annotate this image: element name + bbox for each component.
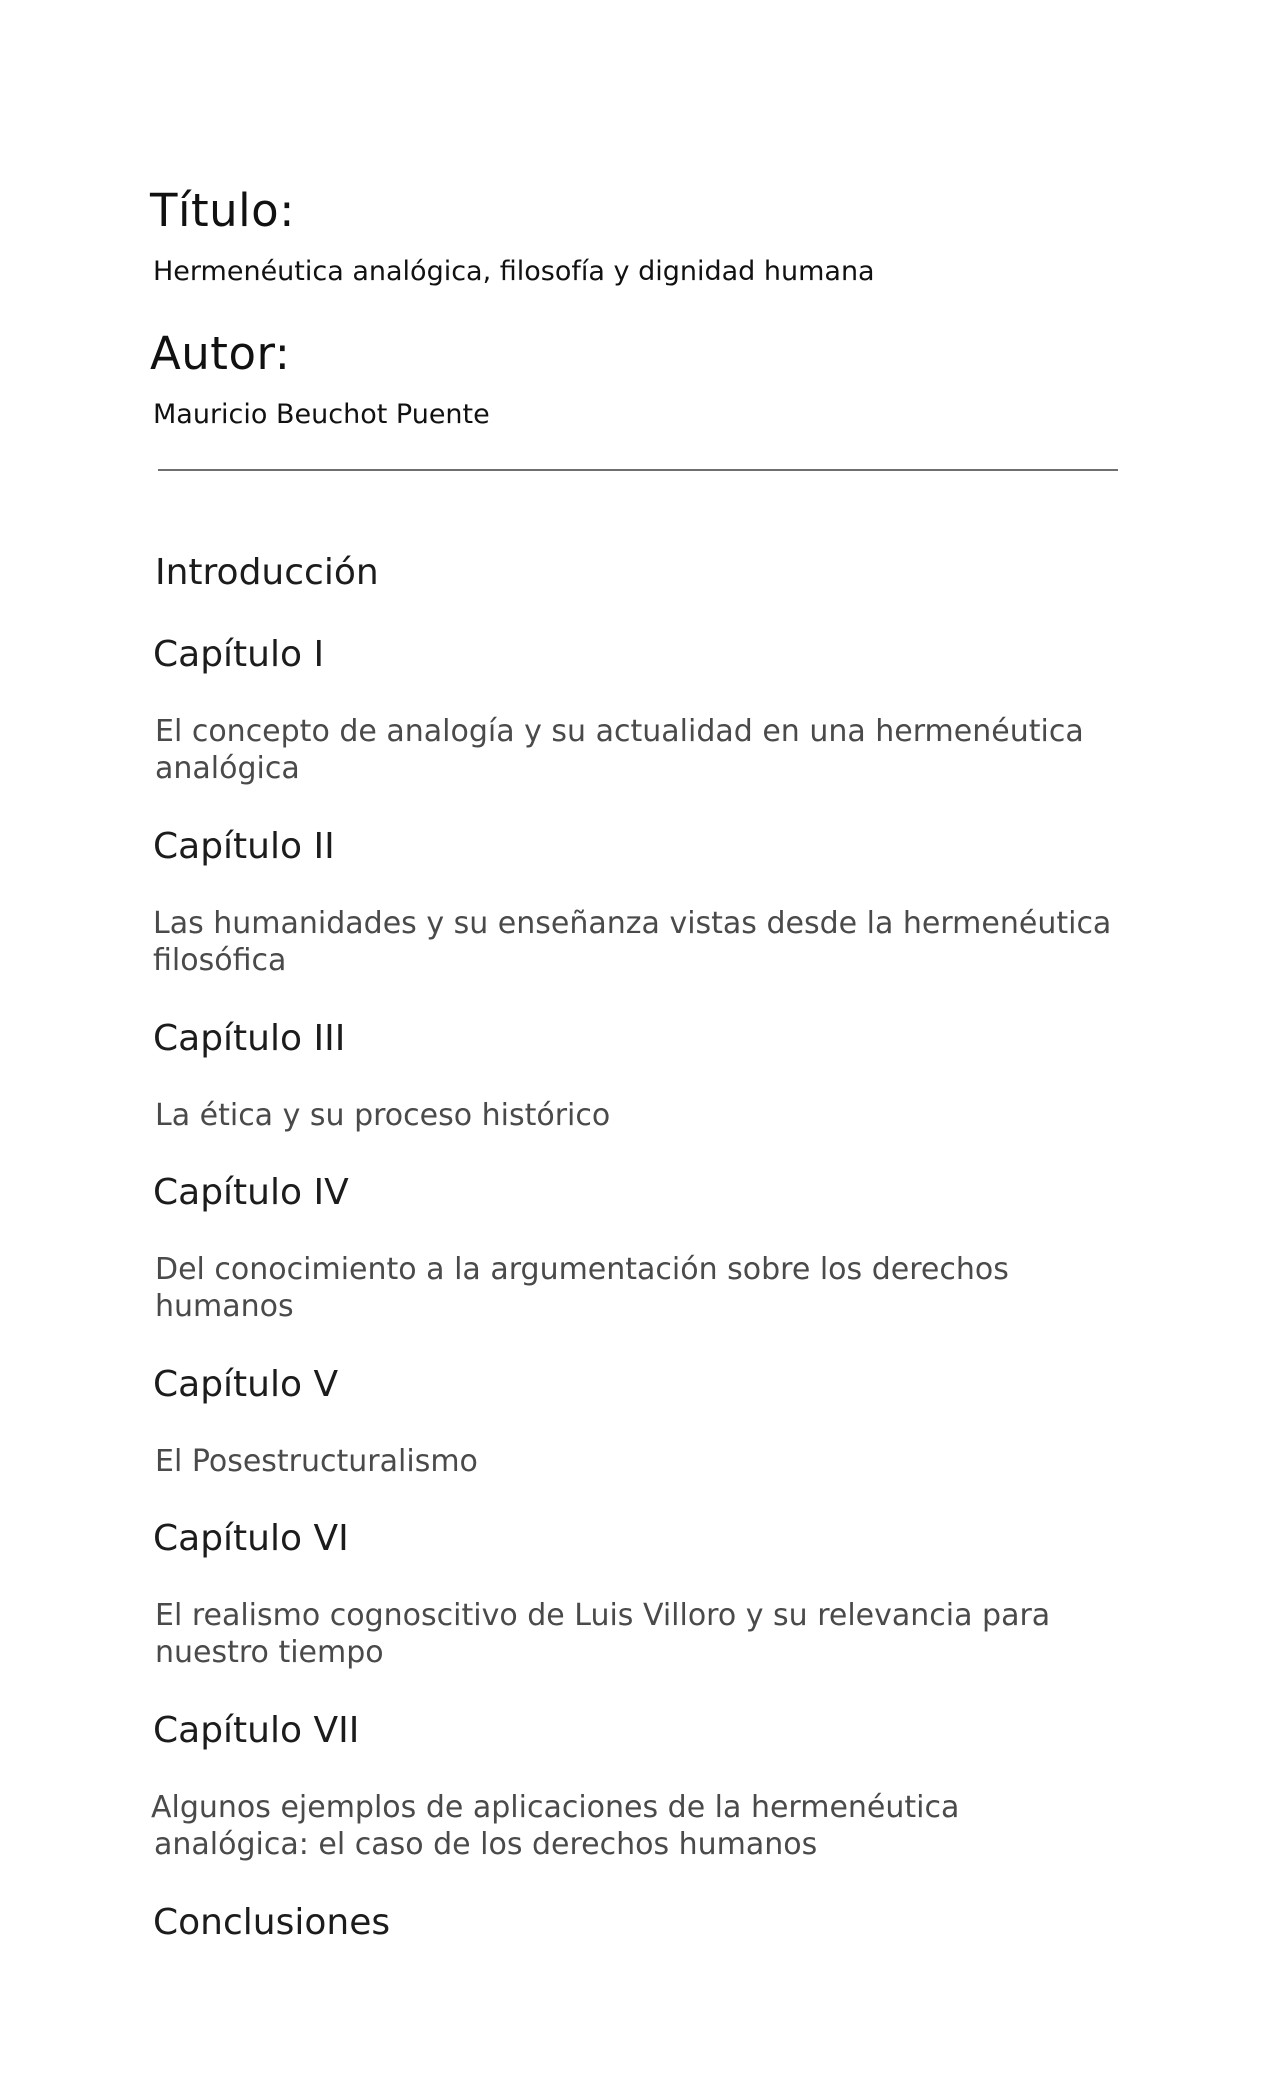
toc-chapter-3-description-line-1: La ética y su proceso histórico xyxy=(155,1098,611,1133)
toc-chapter-2-description xyxy=(153,905,1153,979)
toc-chapter-1-description xyxy=(155,713,1135,787)
title-label: Título: xyxy=(150,184,295,237)
toc-chapter-5-description xyxy=(155,1443,1135,1480)
toc-chapter-7-description-line-1: Algunos ejemplos de aplicaciones de la hermenéutica xyxy=(151,1790,960,1825)
toc-chapter-6-heading: Capítulo VI xyxy=(153,1518,349,1559)
toc-chapter-4-heading: Capítulo IV xyxy=(153,1172,349,1213)
toc-chapter-2-heading: Capítulo II xyxy=(153,826,335,867)
toc-chapter-6-description-line-2: nuestro tiempo xyxy=(155,1635,384,1670)
toc-chapter-5-heading: Capítulo V xyxy=(153,1364,339,1405)
toc-chapter-2-description-line-2: filosófica xyxy=(153,943,287,978)
title-value: Hermenéutica analógica, filosofía y dignidad humana xyxy=(153,256,875,287)
toc-chapter-3-description xyxy=(155,1097,1135,1134)
toc-chapter-7-heading: Capítulo VII xyxy=(153,1710,360,1751)
divider-rule xyxy=(158,469,1118,471)
toc-conclusions: Conclusiones xyxy=(153,1902,391,1943)
toc-chapter-6-description xyxy=(155,1597,1135,1671)
toc-chapter-4-description-line-2: humanos xyxy=(155,1289,294,1324)
toc-chapter-1-description-line-2: analógica xyxy=(155,751,300,786)
toc-chapter-1-heading: Capítulo I xyxy=(153,634,325,675)
toc-chapter-7-description xyxy=(151,1789,1131,1863)
author-label: Autor: xyxy=(150,327,291,380)
toc-chapter-3-heading: Capítulo III xyxy=(153,1018,346,1059)
toc-chapter-1-description-line-1: El concepto de analogía y su actualidad en una hermenéutica xyxy=(155,714,1084,749)
author-value: Mauricio Beuchot Puente xyxy=(153,399,490,430)
toc-chapter-4-description xyxy=(155,1251,1135,1325)
toc-chapter-6-description-line-1: El realismo cognoscitivo de Luis Villoro y su relevancia para xyxy=(155,1598,1051,1633)
toc-chapter-2-description-line-1: Las humanidades y su enseñanza vistas desde la hermenéutica xyxy=(153,906,1112,941)
toc-introduction: Introducción xyxy=(155,552,379,593)
toc-chapter-4-description-line-1: Del conocimiento a la argumentación sobre los derechos xyxy=(155,1252,1009,1287)
toc-chapter-7-description-line-2: analógica: el caso de los derechos humanos xyxy=(154,1827,818,1862)
toc-chapter-5-description-line-1: El Posestructuralismo xyxy=(155,1444,478,1479)
